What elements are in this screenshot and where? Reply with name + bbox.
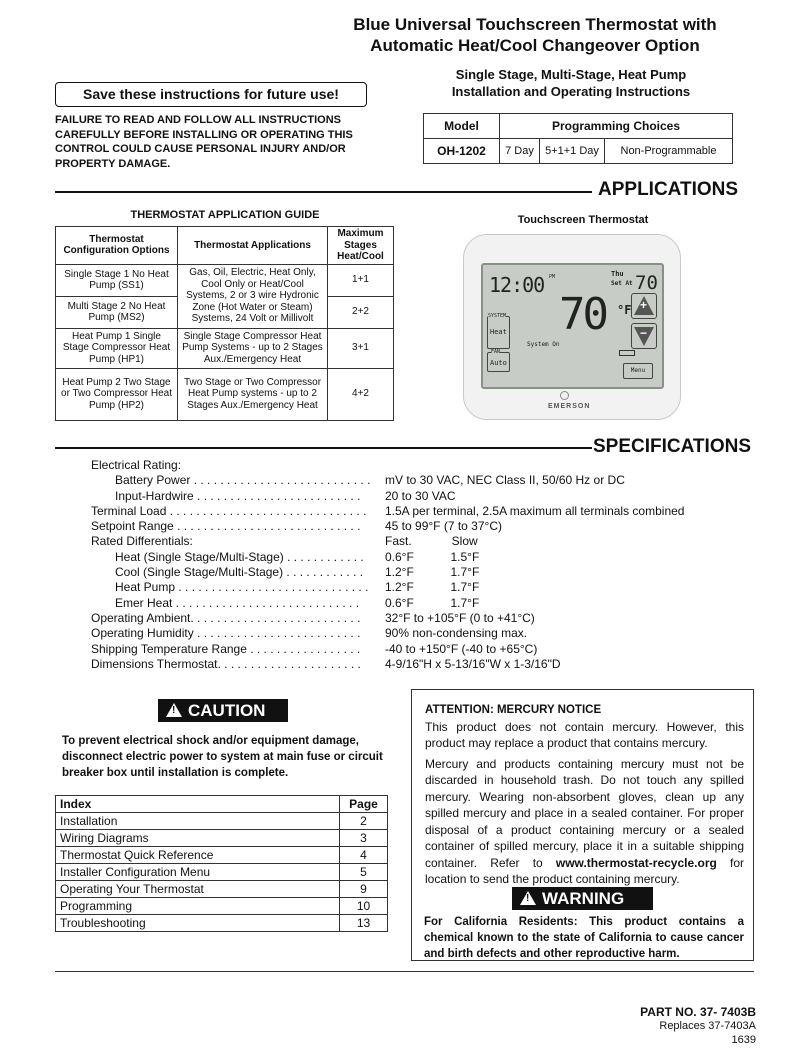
spec-label: Rated Differentials: xyxy=(91,534,193,549)
spec-label: Heat (Single Stage/Multi-Stage) . . . . . . . . . . . . xyxy=(115,549,364,564)
spec-label: Input-Hardwire . . . . . . . . . . . . . . . . . . . . . . . . . xyxy=(115,488,361,503)
index-entry-name: Troubleshooting xyxy=(56,915,340,932)
thermostat-caption: Touchscreen Thermostat xyxy=(517,214,649,226)
guide-app-hp1: Single Stage Compressor Heat Pump Systems - up to 2 Stages Aux./Emergency Heat xyxy=(178,328,328,368)
index-row xyxy=(56,915,388,932)
thermostat-illustration xyxy=(463,234,681,420)
spec-value: 4-9/16"H x 5-13/16"W x 1-3/16"D xyxy=(385,656,561,671)
fan-mode-button[interactable]: Auto xyxy=(490,359,507,367)
spec-row xyxy=(91,534,751,549)
index-entry-page: 10 xyxy=(340,898,388,915)
spec-value: 32°F to +105°F (0 to +41°C) xyxy=(385,610,535,625)
index-row xyxy=(56,813,388,830)
minus-sign: − xyxy=(640,326,648,340)
emerson-logo-icon xyxy=(560,391,569,400)
spec-value: 0.6°F 1.7°F xyxy=(385,595,480,610)
guide-config-hp1: Heat Pump 1 Single Stage Compressor Heat Pump (HP1) xyxy=(56,328,178,368)
spec-value: Fast. Slow xyxy=(385,534,478,549)
index-row xyxy=(56,864,388,881)
index-row xyxy=(56,881,388,898)
spec-value: 1.2°F 1.7°F xyxy=(385,580,480,595)
specifications-list xyxy=(91,458,751,672)
brand-name: EMERSON xyxy=(548,403,591,410)
lcd-system-status: System On xyxy=(527,341,560,348)
replaces-part: Replaces 37-7403A xyxy=(659,1020,756,1032)
index-entry-name: Thermostat Quick Reference xyxy=(56,847,340,864)
spec-row xyxy=(91,596,751,611)
index-entry-page: 4 xyxy=(340,847,388,864)
spec-row xyxy=(91,519,751,534)
spec-row xyxy=(91,580,751,595)
guide-config-hp2: Heat Pump 2 Two Stage or Two Compressor Heat Pump (HP2) xyxy=(56,368,178,420)
spec-label: Heat Pump . . . . . . . . . . . . . . . . . . . . . . . . . . . . . xyxy=(115,580,369,595)
document-subtitle xyxy=(410,66,732,100)
document-title xyxy=(300,14,770,56)
spec-value: 20 to 30 VAC xyxy=(385,488,456,503)
caution-banner xyxy=(158,699,288,722)
recycle-link[interactable]: www.thermostat-recycle.org xyxy=(555,855,717,870)
spec-value: mV to 30 VAC, NEC Class II, 50/60 Hz or DC xyxy=(385,473,625,488)
applications-heading: APPLICATIONS xyxy=(598,179,739,200)
caution-label: CAUTION xyxy=(188,701,266,720)
spec-label: Operating Ambient. . . . . . . . . . . . . . . . . . . . . . . . . . xyxy=(91,610,361,625)
guide-config-ss1: Single Stage 1 No Heat Pump (SS1) xyxy=(56,264,178,296)
guide-stages-ss1: 1+1 xyxy=(328,264,394,296)
spec-row xyxy=(91,504,751,519)
spec-row xyxy=(91,626,751,641)
lcd-time: 12:00 xyxy=(489,273,545,297)
spec-value: -40 to +150°F (-40 to +65°C) xyxy=(385,641,538,656)
guide-app-hp2: Two Stage or Two Compressor Heat Pump systems - up to 2 Stages Aux./Emergency Heat xyxy=(178,368,328,420)
spec-value: 90% non-condensing max. xyxy=(385,626,528,641)
menu-button[interactable]: Menu xyxy=(623,363,653,379)
caution-text: To prevent electrical shock and/or equipment damage, disconnect electric power to system at main fuse or circuit breaker box until installation is complete. xyxy=(62,735,383,779)
guide-header-applications: Thermostat Applications xyxy=(178,227,328,265)
applications-rule xyxy=(55,191,592,193)
index-table xyxy=(55,795,388,932)
spec-row xyxy=(91,642,751,657)
spec-label: Electrical Rating: xyxy=(91,458,182,472)
spec-row xyxy=(91,611,751,626)
mercury-para2-start: Mercury and products containing mercury must not be discarded in household trash. Do not touch any spilled mercury. Wearing non-absorbent gloves, clean up any spilled mercury and place in a sealed container. For proper disposal of a product containing mercury or a sealed container of spilled mercury, place it in a suitable shipping container. Refer to xyxy=(425,756,744,870)
spec-label: Setpoint Range . . . . . . . . . . . . . . . . . . . . . . . . . . . . xyxy=(91,519,361,534)
index-entry-page: 3 xyxy=(340,830,388,847)
part-number: PART NO. 37- 7403B xyxy=(640,1005,756,1019)
plus-sign: + xyxy=(640,298,648,312)
spec-label: Terminal Load . . . . . . . . . . . . . . . . . . . . . . . . . . . . . . xyxy=(91,503,367,518)
mercury-para2-end: for location to send the product containing mercury. xyxy=(425,855,744,886)
choice-5-1-1-day: 5+1+1 Day xyxy=(540,139,605,164)
spec-row xyxy=(91,657,751,672)
lcd-set-at-label: Set At xyxy=(611,280,633,287)
index-entry-page: 2 xyxy=(340,813,388,830)
lcd-unit: °F xyxy=(617,303,632,317)
spec-label: Shipping Temperature Range . . . . . . . . . . . . . . . . . xyxy=(91,641,361,656)
choice-non-programmable: Non-Programmable xyxy=(605,139,733,164)
spec-label: Battery Power . . . . . . . . . . . . . . . . . . . . . . . . . . . xyxy=(115,473,371,488)
lcd-pm: PM xyxy=(549,274,556,280)
spec-row xyxy=(91,458,751,473)
spec-value xyxy=(385,458,751,473)
index-entry-page: 5 xyxy=(340,864,388,881)
model-table xyxy=(423,113,733,164)
spec-row xyxy=(91,565,751,580)
warning-label: WARNING xyxy=(542,889,625,908)
spec-value: 45 to 99°F (7 to 37°C) xyxy=(385,519,502,534)
index-entry-name: Installer Configuration Menu xyxy=(56,864,340,881)
index-entry-name: Installation xyxy=(56,813,340,830)
spec-label: Emer Heat . . . . . . . . . . . . . . . . . . . . . . . . . . . . xyxy=(115,595,360,610)
lcd-day: Thu xyxy=(611,270,624,278)
index-header: Index xyxy=(56,796,340,813)
thermostat-screen xyxy=(481,263,664,389)
lcd-set-temp: 70 xyxy=(635,272,658,294)
index-row xyxy=(56,847,388,864)
specifications-rule xyxy=(55,447,592,449)
subtitle-line-2: Installation and Operating Instructions xyxy=(451,84,691,99)
guide-config-ms2: Multi Stage 2 No Heat Pump (MS2) xyxy=(56,296,178,328)
index-entry-name: Wiring Diagrams xyxy=(56,830,340,847)
save-instructions-notice: Save these instructions for future use! xyxy=(55,82,367,107)
temp-down-button[interactable] xyxy=(631,323,657,349)
system-mode-button[interactable]: Heat xyxy=(490,328,507,336)
application-guide-title: THERMOSTAT APPLICATION GUIDE xyxy=(130,209,320,221)
title-line-2: Automatic Heat/Cool Changeover Option xyxy=(370,36,700,55)
warning-triangle-icon: ! xyxy=(520,891,536,905)
guide-stages-ms2: 2+2 xyxy=(328,296,394,328)
application-guide-table xyxy=(55,226,394,421)
warning-text: For California Residents: This product contains a chemical known to the state of California to cause cancer and birth defects and other reproductive harm. xyxy=(424,916,744,960)
lcd-room-temp: 70 xyxy=(559,289,606,340)
index-entry-name: Operating Your Thermostat xyxy=(56,881,340,898)
part-number-block xyxy=(560,1005,756,1047)
mercury-notice xyxy=(425,702,744,888)
guide-header-stages: Maximum Stages Heat/Cool xyxy=(328,227,394,265)
title-line-1: Blue Universal Touchscreen Thermostat with xyxy=(353,15,717,34)
mercury-notice-para1: This product does not contain mercury. However, this product may replace a product that contains mercury. xyxy=(425,719,744,750)
programming-choices-header: Programming Choices xyxy=(500,114,733,139)
spec-label: Cool (Single Stage/Multi-Stage) . . . . . . . . . . . . xyxy=(115,565,364,580)
spec-value: 0.6°F 1.5°F xyxy=(385,549,480,564)
index-row xyxy=(56,898,388,915)
guide-app-shared: Gas, Oil, Electric, Heat Only, Cool Only or Heat/Cool Systems, 2 or 3 wire Hydronic Zone (Hot Water or Steam) Systems, 24 Volt or Millivolt xyxy=(178,264,328,328)
lcd-fan-label: FAN xyxy=(491,349,501,355)
failure-warning: FAILURE TO READ AND FOLLOW ALL INSTRUCTIONS CAREFULLY BEFORE INSTALLING OR OPERATING THIS CONTROL COULD CAUSE PERSONAL INJURY AND/OR PROPERTY DAMAGE. xyxy=(55,114,353,170)
footer-rule xyxy=(55,971,754,972)
spec-row xyxy=(91,473,751,488)
index-entry-name: Programming xyxy=(56,898,340,915)
document-code: 1639 xyxy=(731,1034,756,1046)
spec-label: Operating Humidity . . . . . . . . . . . . . . . . . . . . . . . . . xyxy=(91,626,361,641)
choice-7-day: 7 Day xyxy=(500,139,540,164)
spec-value: 1.2°F 1.7°F xyxy=(385,565,480,580)
model-number: OH-1202 xyxy=(424,139,500,164)
index-row xyxy=(56,830,388,847)
model-header: Model xyxy=(424,114,500,139)
specifications-heading: SPECIFICATIONS xyxy=(593,436,751,457)
warning-triangle-icon: ! xyxy=(166,703,182,717)
mercury-notice-title: ATTENTION: MERCURY NOTICE xyxy=(425,704,602,716)
index-entry-page: 9 xyxy=(340,881,388,898)
spec-row xyxy=(91,550,751,565)
index-entry-page: 13 xyxy=(340,915,388,932)
spec-value: 1.5A per terminal, 2.5A maximum all terminals combined xyxy=(385,503,685,518)
spec-row xyxy=(91,489,751,504)
page-header: Page xyxy=(340,796,388,813)
battery-icon xyxy=(619,350,635,356)
temp-up-button[interactable] xyxy=(631,293,657,319)
guide-header-config: Thermostat Configuration Options xyxy=(56,227,178,265)
subtitle-line-1: Single Stage, Multi-Stage, Heat Pump xyxy=(455,67,687,82)
guide-stages-hp1: 3+1 xyxy=(328,328,394,368)
guide-stages-hp2: 4+2 xyxy=(328,368,394,420)
spec-label: Dimensions Thermostat. . . . . . . . . . . . . . . . . . . . . . xyxy=(91,656,361,671)
lcd-system-label: SYSTEM xyxy=(488,313,507,319)
warning-banner xyxy=(512,887,653,910)
mercury-notice-para2 xyxy=(425,756,744,888)
